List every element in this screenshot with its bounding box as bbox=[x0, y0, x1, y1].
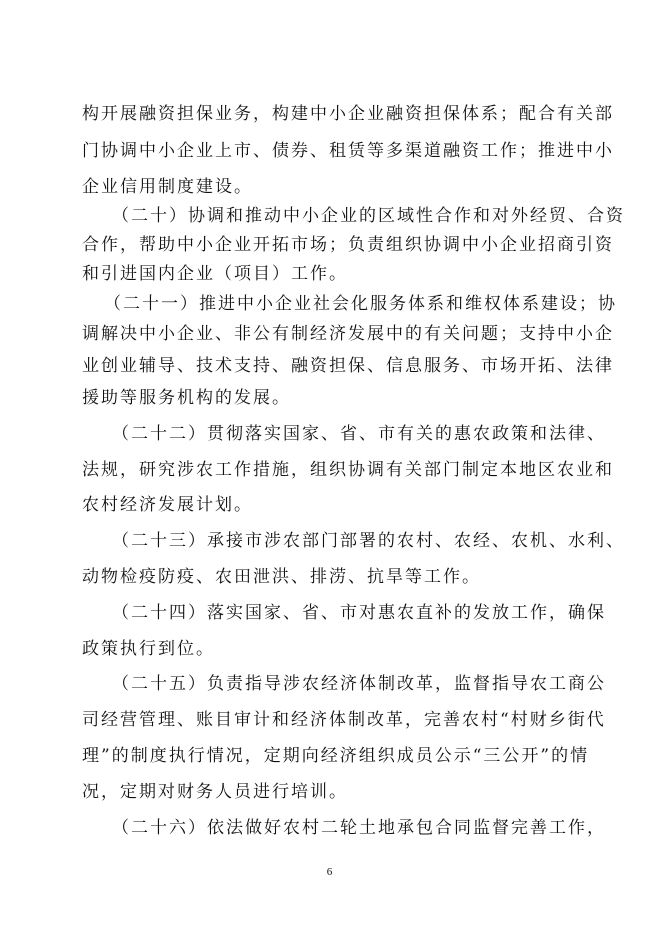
text-line: 构开展融资担保业务，构建中小企业融资担保体系；配合有关部 bbox=[82, 104, 614, 124]
text-line: 动物检疫防疫、农田泄洪、排涝、抗旱等工作。 bbox=[82, 567, 481, 587]
text-line: 农村经济发展计划。 bbox=[82, 495, 253, 515]
text-line: 况，定期对财务人员进行培训。 bbox=[82, 782, 348, 802]
text-line: 门协调中小企业上市、债券、租赁等多渠道融资工作；推进中小 bbox=[82, 141, 614, 161]
paragraph-20-heading-line: （二十）协调和推动中小企业的区域性合作和对外经贸、合资 bbox=[112, 206, 625, 226]
text-line: 援助等服务机构的发展。 bbox=[82, 388, 291, 408]
text-line: 司经营管理、账目审计和经济体制改革，完善农村“村财乡街代 bbox=[82, 710, 606, 730]
text-line: 和引进国内企业（项目）工作。 bbox=[82, 264, 348, 284]
text-line: 合作，帮助中小企业开拓市场；负责组织协调中小企业招商引资 bbox=[82, 235, 614, 255]
text-line: 企业信用制度建设。 bbox=[82, 177, 253, 197]
page-number: 6 bbox=[326, 866, 333, 878]
paragraph-21-heading-line: （二十一）推进中小企业社会化服务体系和维权体系建设；协 bbox=[104, 294, 617, 314]
paragraph-22-heading-line: （二十二）贯彻落实国家、省、市有关的惠农政策和法律、 bbox=[112, 424, 606, 444]
text-line: 法规，研究涉农工作措施，组织协调有关部门制定本地区农业和 bbox=[82, 460, 614, 480]
text-line: 理”的制度执行情况，定期向经济组织成员公示“三公开”的情 bbox=[82, 746, 590, 766]
paragraph-25-heading-line: （二十五）负责指导涉农经济体制改革，监督指导农工商公 bbox=[112, 674, 606, 694]
text-line: 调解决中小企业、非公有制经济发展中的有关问题；支持中小企 bbox=[82, 324, 614, 344]
text-line: 业创业辅导、技术支持、融资担保、信息服务、市场开拓、法律 bbox=[82, 356, 614, 376]
paragraph-26-heading-line: （二十六）依法做好农村二轮土地承包合同监督完善工作， bbox=[112, 818, 606, 838]
text-line: 政策执行到位。 bbox=[82, 639, 215, 659]
paragraph-24-heading-line: （二十四）落实国家、省、市对惠农直补的发放工作，确保 bbox=[112, 603, 606, 623]
paragraph-23-heading-line: （二十三）承接市涉农部门部署的农村、农经、农机、水利、 bbox=[112, 531, 625, 551]
